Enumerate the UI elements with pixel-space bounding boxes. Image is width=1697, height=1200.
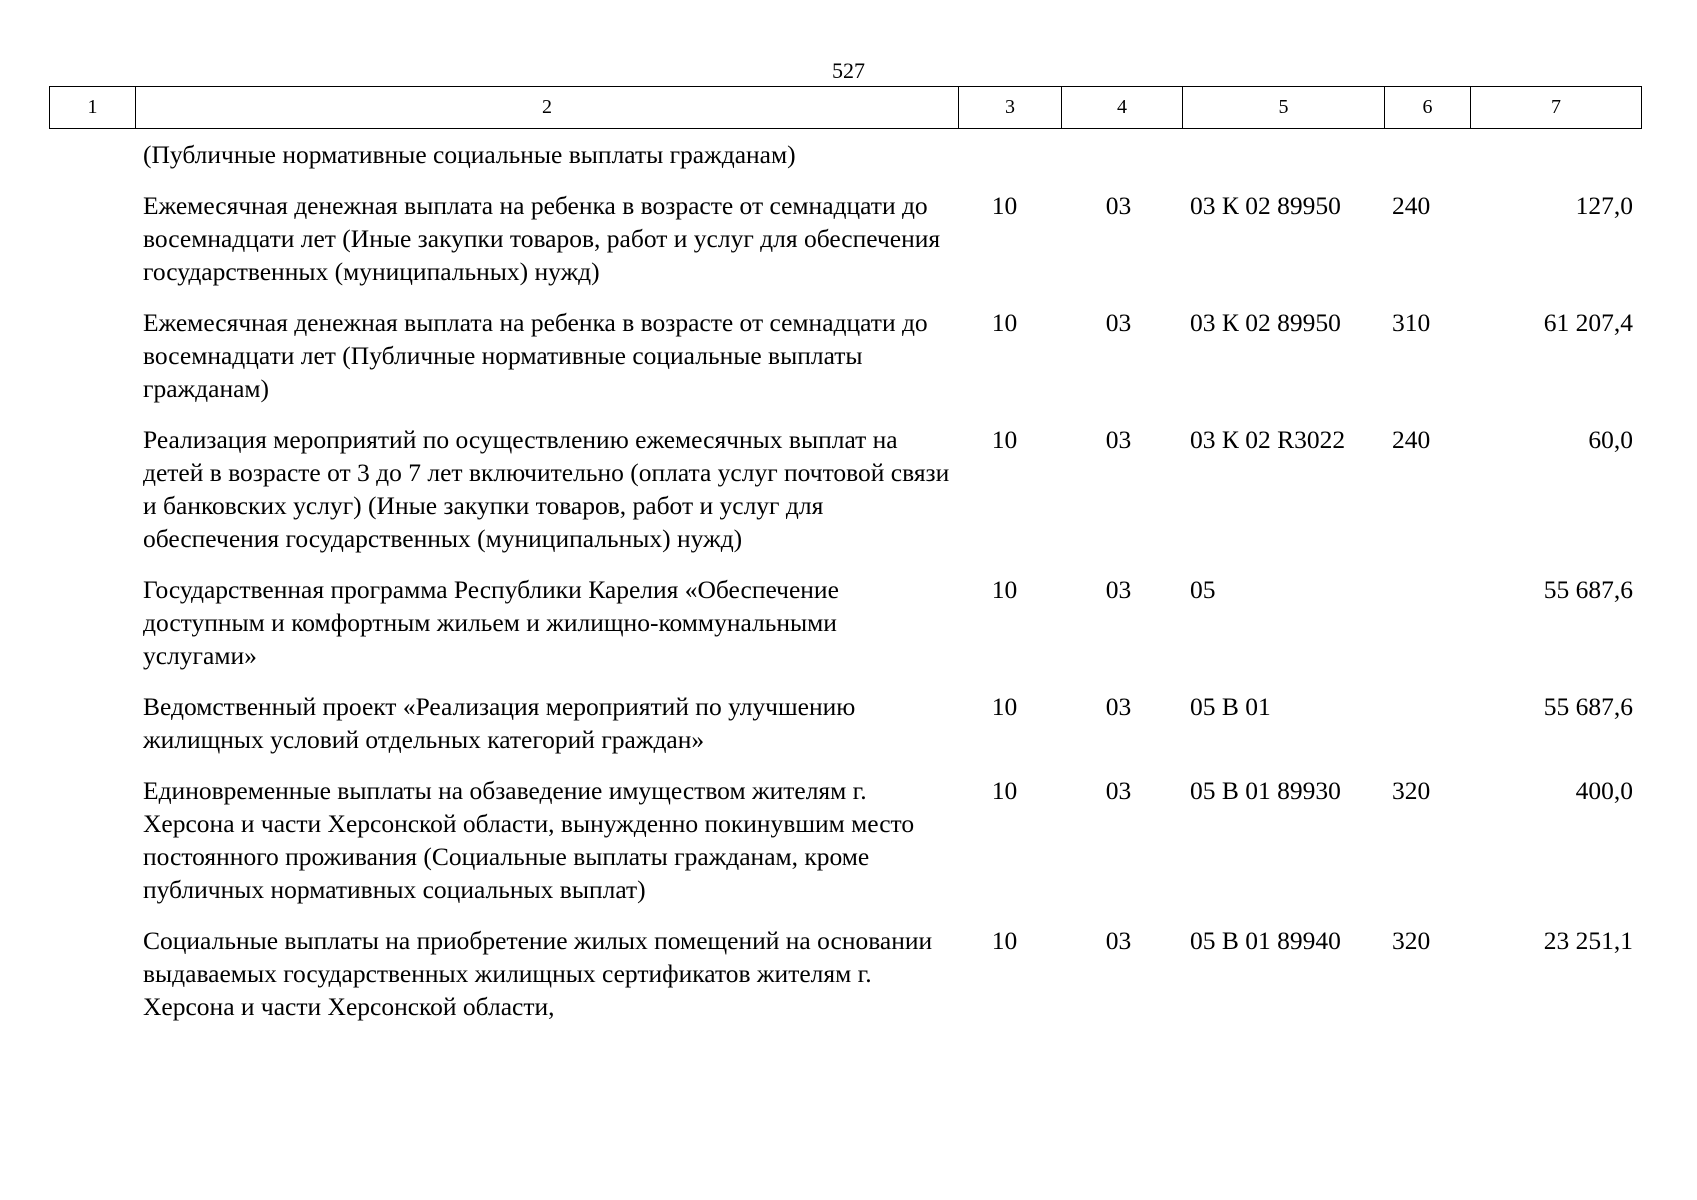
row-expense-type: 240 [1392, 425, 1431, 454]
row-section: 10 [991, 575, 1018, 604]
header-col-2: 2 [136, 87, 959, 129]
row-target-code [1182, 138, 1384, 171]
row-name: Реализация мероприятий по осуществлению ежемесячных выплат на детей в возрасте от 3 до 7 лет включительно (оплата услуг почтовой связи и банковских услуг) (Иные закупки товаров, работ и услуг для обеспечения государственных (муниципальных) нужд) [143, 425, 950, 553]
row-section: 10 [991, 692, 1018, 721]
row-target-code: 03 К 02 R3022 [1190, 425, 1346, 454]
row-target-code: 05 В 01 89940 [1190, 926, 1341, 955]
row-amount: 400,0 [1575, 776, 1633, 805]
row-amount: 60,0 [1588, 425, 1633, 454]
row-name: Ежемесячная денежная выплата на ребенка в возрасте от семнадцати до восемнадцати лет (Публичные нормативные социальные выплаты гражданам) [143, 308, 928, 403]
table-row [49, 774, 1641, 906]
row-section: 10 [991, 425, 1018, 454]
col-1-cell [49, 774, 135, 906]
col-1-cell [49, 423, 135, 555]
row-amount: 23 251,1 [1543, 926, 1633, 955]
col-1-cell [49, 306, 135, 405]
row-expense-type [1384, 690, 1470, 756]
row-section: 10 [991, 926, 1018, 955]
row-subsection: 03 [1105, 692, 1132, 721]
column-number-header [49, 86, 1642, 129]
row-subsection: 03 [1105, 926, 1132, 955]
row-target-code: 03 К 02 89950 [1190, 191, 1341, 220]
header-col-3: 3 [959, 87, 1062, 129]
row-name: Ведомственный проект «Реализация мероприятий по улучшению жилищных условий отдельных категорий граждан» [143, 692, 856, 754]
col-1-cell [49, 690, 135, 756]
row-amount: 55 687,6 [1543, 692, 1633, 721]
col-1-cell [49, 189, 135, 288]
row-subsection: 03 [1105, 191, 1132, 220]
row-expense-type: 310 [1392, 308, 1431, 337]
header-col-4: 4 [1062, 87, 1183, 129]
col-1-cell [49, 138, 135, 171]
row-name: Социальные выплаты на приобретение жилых помещений на основании выдаваемых государственных жилищных сертификатов жителям г. Херсона и части Херсонской области, [143, 926, 933, 1021]
table-row [49, 573, 1641, 672]
row-amount [1470, 138, 1641, 171]
row-section: 10 [991, 191, 1018, 220]
header-col-1: 1 [50, 87, 136, 129]
row-subsection [1061, 138, 1182, 171]
row-section [958, 138, 1061, 171]
row-amount: 127,0 [1575, 191, 1633, 220]
row-name: Единовременные выплаты на обзаведение имуществом жителям г. Херсона и части Херсонской области, вынужденно покинувшим место постоянного проживания (Социальные выплаты гражданам, кроме публичных нормативных социальных выплат) [143, 776, 915, 904]
header-col-7: 7 [1471, 87, 1642, 129]
row-target-code: 05 [1190, 575, 1216, 604]
row-subsection: 03 [1105, 425, 1132, 454]
col-1-cell [49, 924, 135, 1023]
row-section: 10 [991, 308, 1018, 337]
row-expense-type [1384, 573, 1470, 672]
row-amount: 61 207,4 [1543, 308, 1633, 337]
table-row [49, 306, 1641, 405]
row-expense-type: 320 [1392, 776, 1431, 805]
row-subsection: 03 [1105, 575, 1132, 604]
row-subsection: 03 [1105, 308, 1132, 337]
row-section: 10 [991, 776, 1018, 805]
table-row [49, 189, 1641, 288]
row-expense-type: 240 [1392, 191, 1431, 220]
budget-table-body [49, 138, 1641, 1041]
row-name: Ежемесячная денежная выплата на ребенка в возрасте от семнадцати до восемнадцати лет (Иные закупки товаров, работ и услуг для обеспечения государственных (муниципальных) нужд) [143, 191, 941, 286]
col-1-cell [49, 573, 135, 672]
row-subsection: 03 [1105, 776, 1132, 805]
row-target-code: 03 К 02 89950 [1190, 308, 1341, 337]
row-name: (Публичные нормативные социальные выплаты гражданам) [143, 140, 796, 169]
row-amount: 55 687,6 [1543, 575, 1633, 604]
row-target-code: 05 В 01 [1190, 692, 1271, 721]
row-expense-type: 320 [1392, 926, 1431, 955]
table-row [49, 138, 1641, 171]
row-target-code: 05 В 01 89930 [1190, 776, 1341, 805]
page-number: 527 [832, 58, 865, 83]
table-row [49, 924, 1641, 1023]
row-expense-type [1384, 138, 1470, 171]
row-name: Государственная программа Республики Карелия «Обеспечение доступным и комфортным жильем и жилищно-коммунальными услугами» [143, 575, 839, 670]
header-col-5: 5 [1183, 87, 1385, 129]
table-row [49, 690, 1641, 756]
header-col-6: 6 [1385, 87, 1471, 129]
table-row [49, 423, 1641, 555]
